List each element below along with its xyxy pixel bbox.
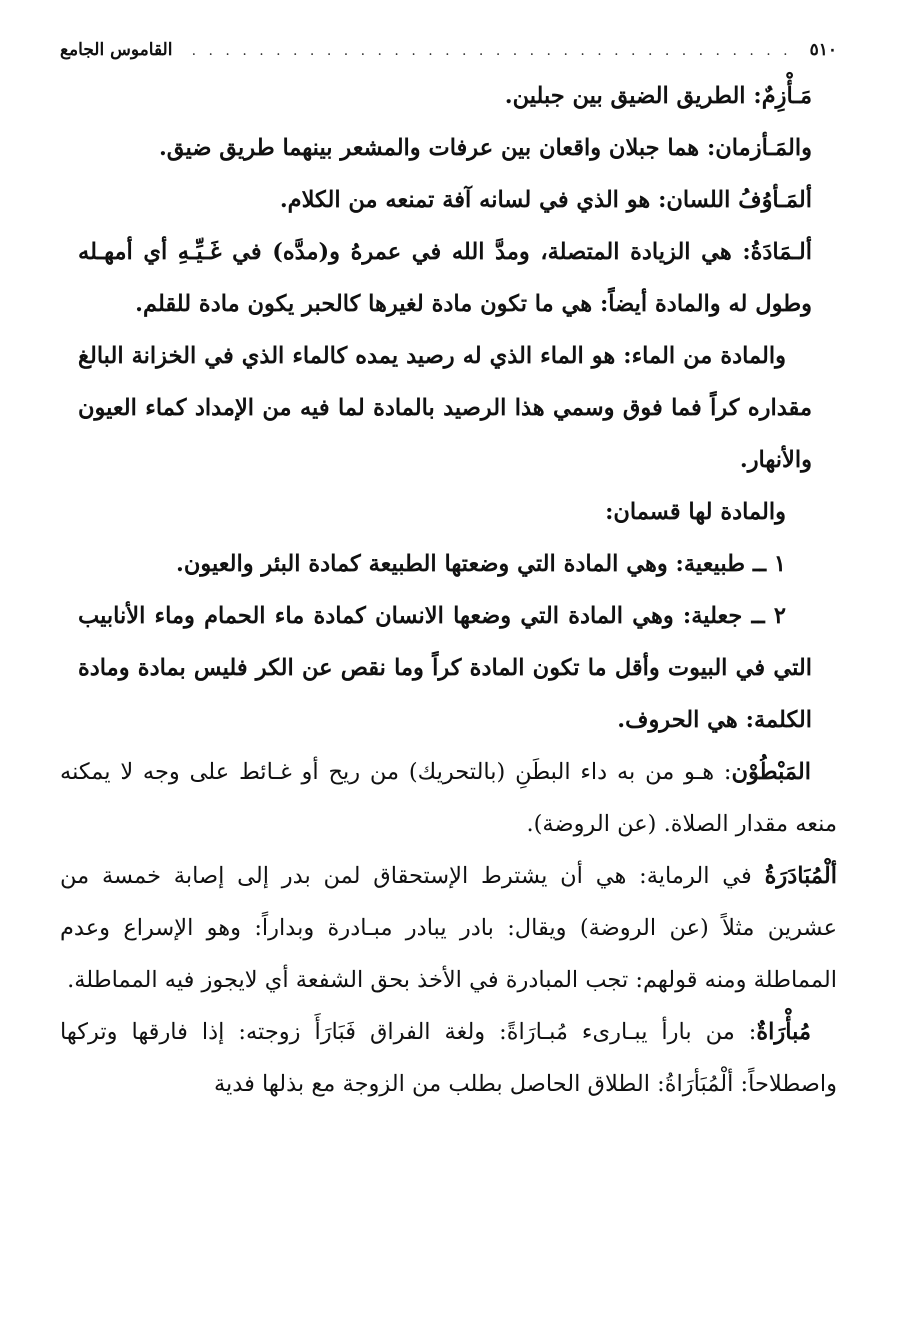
entry-almaazman (60, 122, 837, 174)
entry-text: هو الذي في لسانه آفة تمنعه من الكلام. (279, 187, 659, 213)
entry-almubadara (60, 850, 837, 1006)
entry-text: هو الماء الذي له رصيد يمده كالماء الذي في الخزانة البالغ مقداره كراً فما فوق وسمي هذا الرصيد بالمادة لما فيه من الإمداد كماء العيون والأنهار. (78, 343, 812, 473)
document-page (60, 30, 837, 1110)
entry-term: ألْمُبَادَرَةُ (764, 863, 837, 889)
entry-term: والمادة من الماء: (623, 343, 786, 369)
entry-text: ٢ ــ جعلية: وهي المادة التي وضعها الانسان كمادة ماء الحمام وماء الأنابيب التي في البيوت وأقل ما تكون المادة كراً وما نقص عن الكر فليس بمادة ومادة الكلمة: هي الحروف. (78, 603, 812, 733)
entry-term: ألمَـأوُفُ اللسان: (658, 187, 812, 213)
running-header (60, 30, 837, 70)
leader-dots (186, 31, 791, 71)
entry-maazim (60, 70, 837, 122)
book-title: القاموس الجامع (60, 40, 173, 60)
entry-term: والمَـأزمان: (706, 135, 812, 161)
entry-text: والمادة لها قسمان: (605, 499, 786, 525)
entry-text: في الرماية: هي أن يشترط الإستحقاق لمن بدر إلى إصابة خمسة من عشرين مثلاً (عن الروضة) ويقال: بادر يبادر مبـادرة وبداراً: وهو الإسراع وعدم المماطلة ومنه قولهم: تجب المبادرة في الأخذ بحق الشفعة أي لايجوز فيه المماطلة. (60, 863, 837, 993)
entry-term: المَبْطُوْن (731, 759, 811, 785)
entry-term: مَـأْزِمٌ: (753, 83, 812, 109)
entry-mubaraa (60, 1006, 837, 1110)
entry-text: ١ ــ طبيعية: وهي المادة التي وضعتها الطبيعة كمادة البئر والعيون. (175, 551, 786, 577)
entry-text: : هـو من به داء البطَنِ (بالتحريك) من ريح أو غـائط على وجه لا يمكنه منعه مقدار الصلاة. (عن الروضة). (60, 759, 837, 837)
list-item-natural (60, 538, 837, 590)
entry-almadda (60, 226, 837, 330)
entry-almaauf (60, 174, 837, 226)
entry-term: ألـمَادَةُ: (742, 239, 812, 265)
entry-text: هما جبلان واقعان بين عرفات والمشعر بينهما طريق ضيق. (158, 135, 707, 161)
entry-almadda-min-almaa (60, 330, 837, 486)
entry-text: هي الزيادة المتصلة، ومدَّ الله في عمرهُ و(مدَّه) في غَـيِّـهِ أي أمهـله وطول له والمادة أيضاً: هي ما تكون مادة لغيرها كالحبر يكون مادة للقلم. (78, 239, 812, 317)
entry-term: مُبأْرَاةٌ (756, 1019, 811, 1045)
paragraph-two-types (60, 486, 837, 538)
list-item-artificial (60, 590, 837, 746)
entry-almabtun (60, 746, 837, 850)
page-number: ٥١٠ (809, 40, 837, 60)
entry-text: : من بارأ يبـارىء مُبـارَاةً: ولغة الفراق فَبَارَأَ زوجته: إذا فارقها وتركها واصطلاحاً: ألْمُبَأرَاةُ: الطلاق الحاصل بطلب من الزوجة مع بذلها فدية (60, 1019, 837, 1097)
entry-text: الطريق الضيق بين جبلين. (504, 83, 754, 109)
